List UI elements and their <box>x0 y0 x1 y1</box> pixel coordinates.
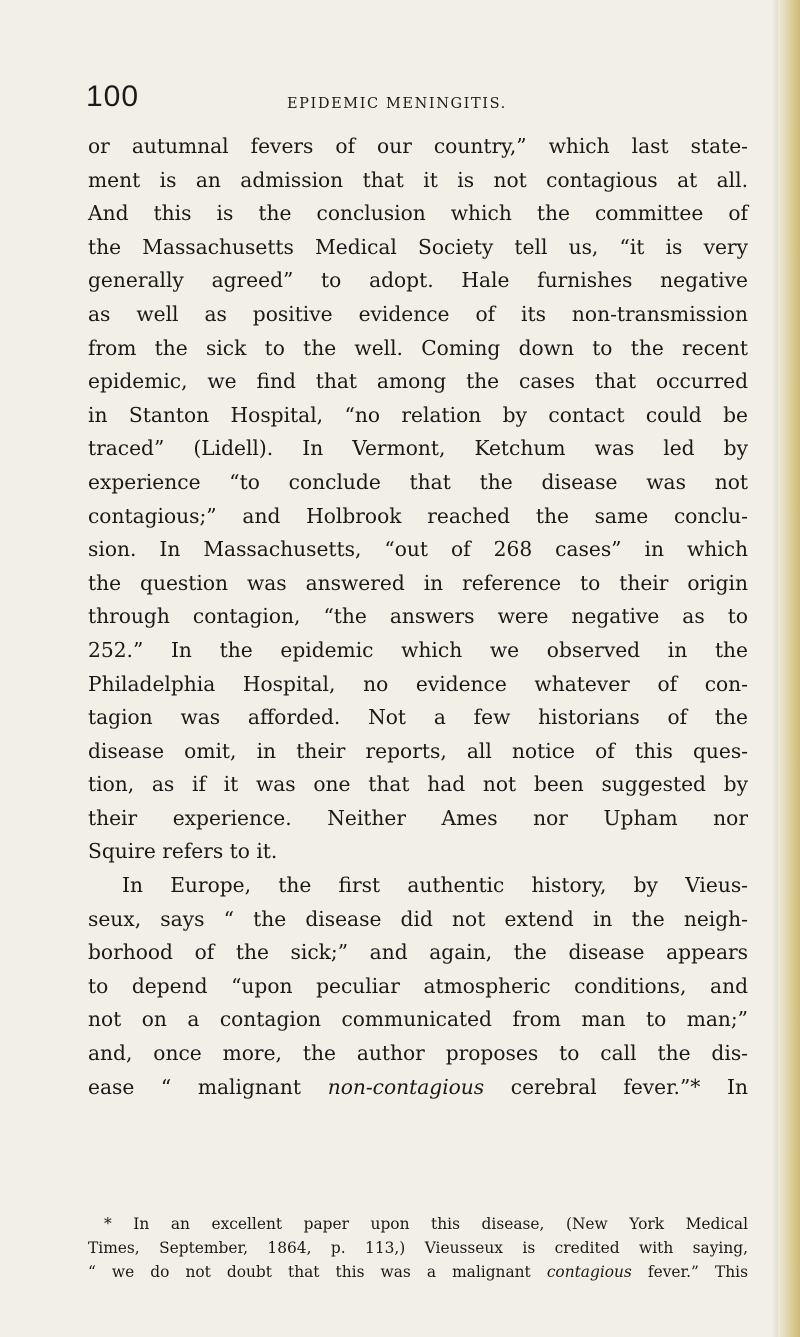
text-line: as well as positive evidence of its non-transmission <box>88 301 748 326</box>
text-line: seux, says “ the disease did not extend in the neigh- <box>88 906 748 931</box>
text-line: not on a contagion communicated from man to man;” <box>88 1007 748 1032</box>
text-line: their experience. Neither Ames nor Upham nor <box>88 805 748 830</box>
text-line: Philadelphia Hospital, no evidence whatever of con- <box>88 671 748 696</box>
text-segment: ease “ malignant <box>88 1074 328 1099</box>
italic-term: contagious <box>546 1263 632 1281</box>
text-line: sion. In Massachusetts, “out of 268 cases” in which <box>88 537 748 562</box>
text-line: the question was answered in reference to their origin <box>88 570 748 595</box>
text-line: ment is an admission that it is not contagious at all. <box>88 167 748 192</box>
text-line: and, once more, the author proposes to call the dis- <box>88 1041 748 1066</box>
footnote-line <box>88 1260 748 1284</box>
footnote-line: * In an excellent paper upon this disease, (New York Medical <box>104 1215 748 1233</box>
body-text <box>88 130 748 1104</box>
text-line: epidemic, we find that among the cases that occurred <box>88 369 748 394</box>
text-line: tion, as if it was one that had not been suggested by <box>88 772 748 797</box>
text-segment: fever.” This <box>631 1263 748 1281</box>
page-edge <box>778 0 800 1337</box>
text-line: contagious;” and Holbrook reached the same conclu- <box>88 503 748 528</box>
text-line: disease omit, in their reports, all notice of this ques- <box>88 738 748 763</box>
paragraph-end-line: Squire refers to it. <box>88 839 278 864</box>
text-segment: “ we do not doubt that this was a malignant <box>88 1263 547 1281</box>
footnote-line: Times, September, 1864, p. 113,) Vieusseux is credited with saying, <box>88 1239 748 1257</box>
text-segment: cerebral fever.”* In <box>484 1074 748 1099</box>
text-line: And this is the conclusion which the committee of <box>88 201 748 226</box>
footnote <box>88 1212 748 1284</box>
text-line: 252.” In the epidemic which we observed in the <box>88 637 748 662</box>
text-line: from the sick to the well. Coming down to the recent <box>88 335 748 360</box>
text-line: experience “to conclude that the disease was not <box>88 469 748 494</box>
italic-term: non-contagious <box>327 1074 485 1099</box>
paragraph-start-line: In Europe, the first authentic history, by Vieus- <box>122 873 748 898</box>
text-line: in Stanton Hospital, “no relation by contact could be <box>88 402 748 427</box>
page-number: 100 <box>86 80 140 113</box>
text-line: traced” (Lidell). In Vermont, Ketchum was led by <box>88 436 748 461</box>
text-line: through contagion, “the answers were negative as to <box>88 604 748 629</box>
text-line: tagion was afforded. Not a few historians of the <box>88 705 748 730</box>
running-head: EPIDEMIC MENINGITIS. <box>287 96 507 112</box>
text-line: or autumnal fevers of our country,” which last state- <box>88 134 748 158</box>
text-line: borhood of the sick;” and again, the disease appears <box>88 940 748 965</box>
text-line: the Massachusetts Medical Society tell us, “it is very <box>88 234 748 259</box>
text-line <box>88 1071 748 1105</box>
text-line: to depend “upon peculiar atmospheric conditions, and <box>88 973 748 998</box>
page-header <box>80 76 760 126</box>
text-line: generally agreed” to adopt. Hale furnishes negative <box>88 268 748 293</box>
